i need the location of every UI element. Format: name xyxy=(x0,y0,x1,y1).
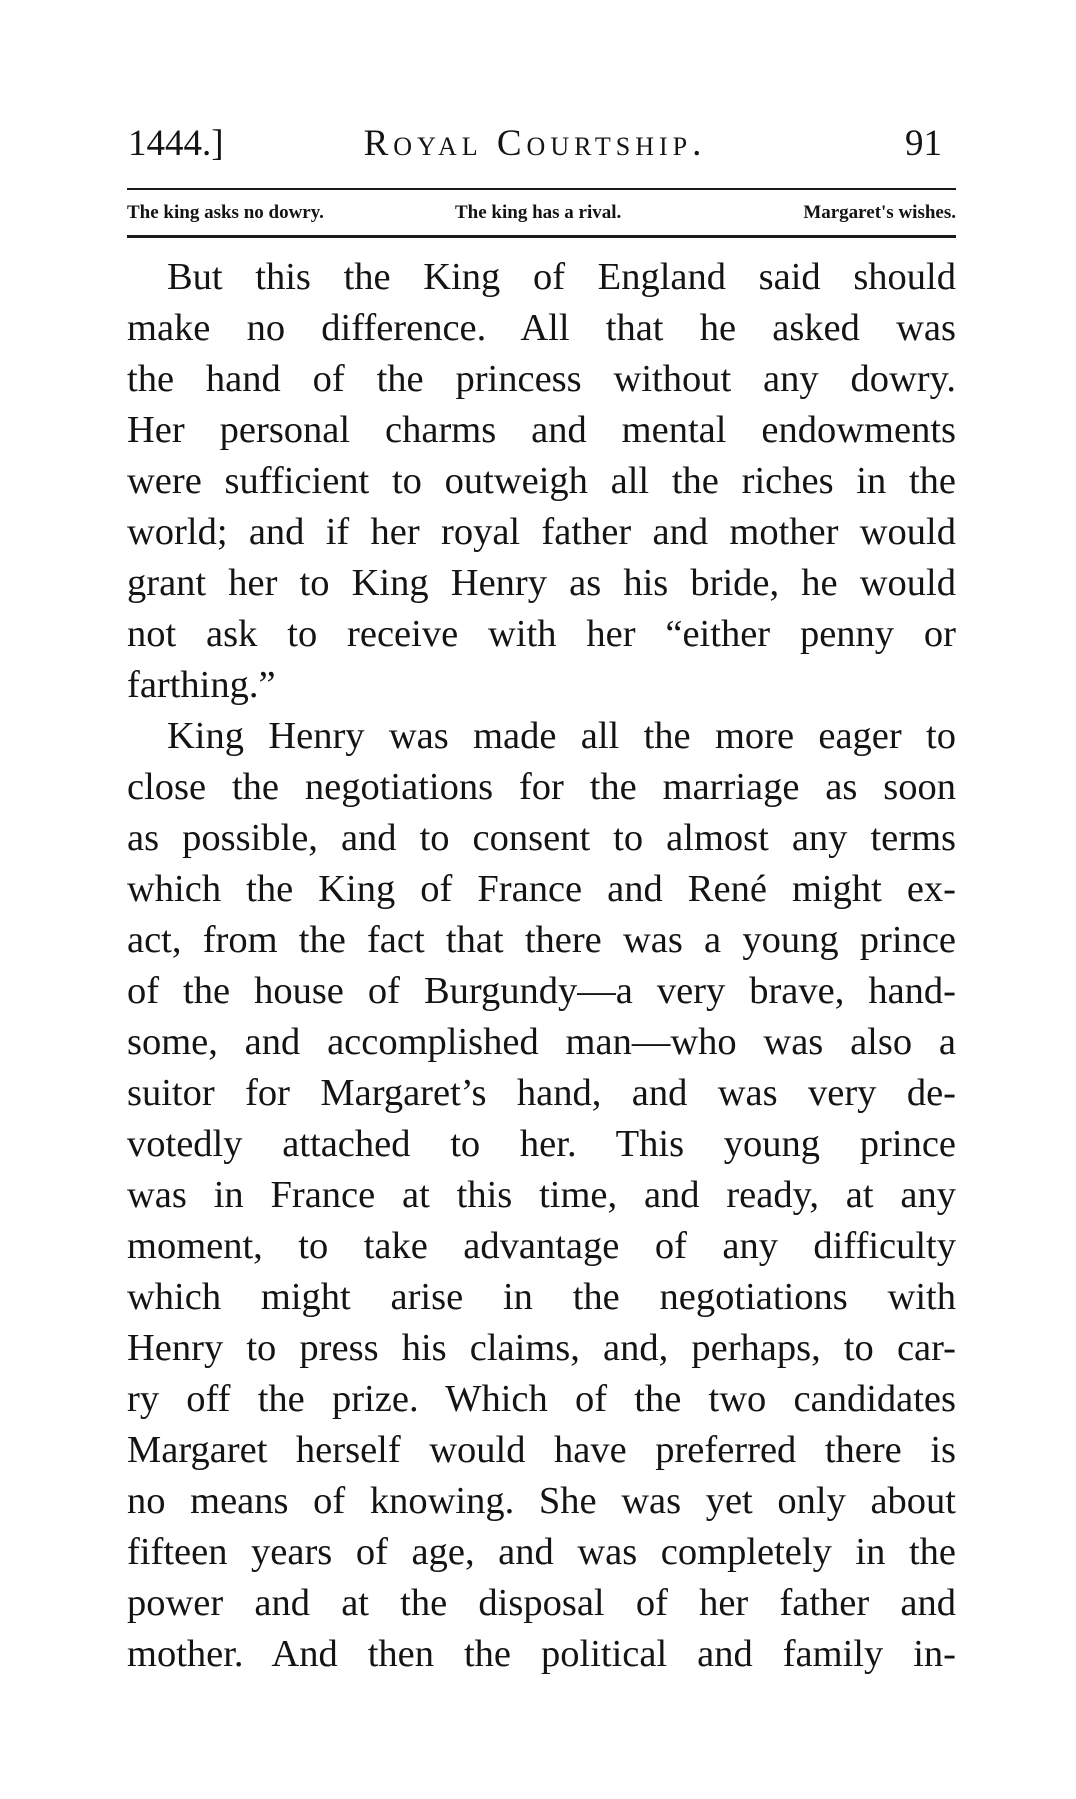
text-line: not ask to receive with her “either penny or xyxy=(127,613,956,655)
header-rule-top xyxy=(127,188,956,190)
text-line: fifteen years of age, and was completely in the xyxy=(127,1531,956,1573)
body-text xyxy=(127,252,956,1680)
subhead-rival: The king has a rival. xyxy=(455,202,622,223)
text-line: votedly attached to her. This young prince xyxy=(127,1123,956,1165)
marginal-subheads xyxy=(127,196,956,230)
running-head xyxy=(120,118,950,170)
paragraph xyxy=(127,711,956,1680)
paragraph xyxy=(127,252,956,711)
text-line: make no difference. All that he asked was xyxy=(127,307,956,349)
chapter-year: 1444.] xyxy=(128,123,224,164)
text-line: grant her to King Henry as his bride, he would xyxy=(127,562,956,604)
text-line: mother. And then the political and family in- xyxy=(127,1633,956,1675)
text-line: which the King of France and René might ex- xyxy=(127,868,956,910)
text-line: But this the King of England said should xyxy=(167,256,956,298)
text-line: suitor for Margaret’s hand, and was very de- xyxy=(127,1072,956,1114)
text-line: ry off the prize. Which of the two candidates xyxy=(127,1378,956,1420)
text-line: close the negotiations for the marriage as soon xyxy=(127,766,956,808)
text-line: power and at the disposal of her father and xyxy=(127,1582,956,1624)
text-line: some, and accomplished man—who was also a xyxy=(127,1021,956,1063)
text-line: was in France at this time, and ready, at any xyxy=(127,1174,956,1216)
text-line: farthing.” xyxy=(127,664,276,706)
text-line: the hand of the princess without any dowry. xyxy=(127,358,956,400)
text-line: no means of knowing. She was yet only about xyxy=(127,1480,956,1522)
text-line: Margaret herself would have preferred there is xyxy=(127,1429,956,1471)
text-line: act, from the fact that there was a young prince xyxy=(127,919,956,961)
text-line: world; and if her royal father and mother would xyxy=(127,511,956,553)
page-number: 91 xyxy=(905,123,942,164)
page-title: Royal Courtship. xyxy=(363,123,707,164)
text-line: of the house of Burgundy—a very brave, hand- xyxy=(127,970,956,1012)
subhead-dowry: The king asks no dowry. xyxy=(127,202,324,223)
text-line: as possible, and to consent to almost any terms xyxy=(127,817,956,859)
subhead-wishes: Margaret's wishes. xyxy=(803,202,956,223)
text-line: King Henry was made all the more eager to xyxy=(167,715,956,757)
text-line: which might arise in the negotiations with xyxy=(127,1276,956,1318)
header-rule-bottom xyxy=(127,235,956,238)
text-line: Her personal charms and mental endowments xyxy=(127,409,956,451)
text-line: were sufficient to outweigh all the riches in the xyxy=(127,460,956,502)
text-line: Henry to press his claims, and, perhaps, to car- xyxy=(127,1327,956,1369)
text-line: moment, to take advantage of any difficulty xyxy=(127,1225,956,1267)
